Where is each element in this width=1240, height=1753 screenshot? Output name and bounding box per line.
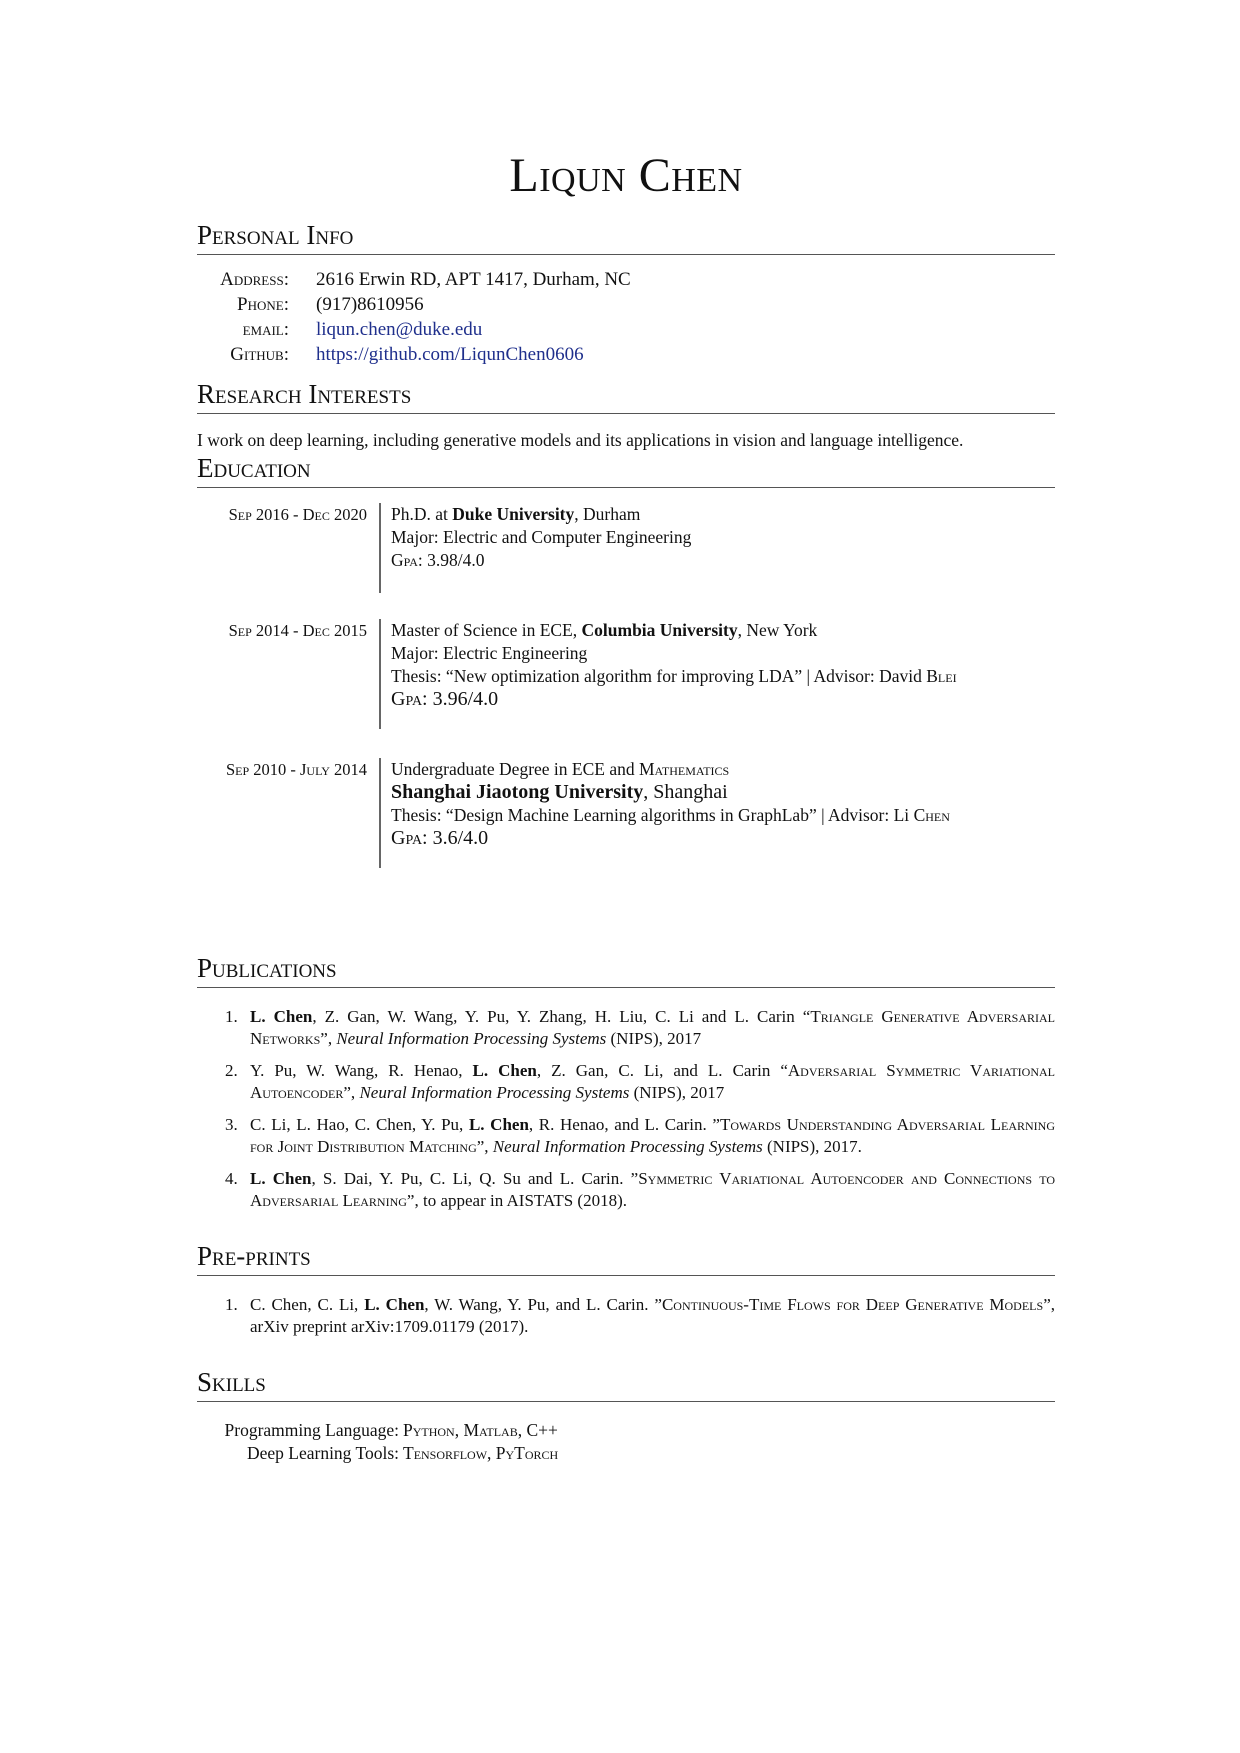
education-major: Major: Electric Engineering: [391, 643, 588, 663]
skill-value: Python, Matlab, C++: [403, 1420, 558, 1440]
education-divider: [379, 503, 381, 593]
skill-value: Tensorflow, PyTorch: [403, 1443, 559, 1463]
education-gpa: Gpa: 3.6/4.0: [391, 827, 489, 849]
github-link[interactable]: https://github.com/LiqunChen0606: [316, 344, 584, 365]
skill-label: Programming Language:: [224, 1420, 399, 1440]
github-label: Github:: [230, 344, 289, 365]
education-section: [197, 453, 1055, 849]
education-details: Ph.D. at Duke University, Durham Major: Electric and Computer Engineering Gpa: 3.98/4.0: [391, 503, 1051, 572]
email-label: email:: [242, 319, 289, 340]
publication-item: 4. L. Chen, S. Dai, Y. Pu, C. Li, Q. Su and L. Carin. ”Symmetric Variational Autoencoder and Connections to Adversarial Learning”, to appear in AISTATS (2018).: [225, 1169, 1055, 1210]
education-divider: [379, 619, 381, 729]
education-details: Master of Science in ECE, Columbia University, New York Major: Electric Engineering Thesis: “New optimization algorithm for improving LDA” | Advisor: David Blei Gpa: 3.96/4.0: [391, 619, 1051, 711]
publication-list: [197, 1006, 1055, 1212]
school-name: Shanghai Jiaotong University: [391, 781, 644, 803]
github-row: [197, 344, 1055, 369]
resume-name: Liqun Chen: [509, 149, 743, 202]
education-gpa: Gpa: 3.98/4.0: [391, 550, 485, 570]
preprint-item: 1. C. Chen, C. Li, L. Chen, W. Wang, Y. Pu, and L. Carin. ”Continuous-Time Flows for Deep Generative Models”, arXiv preprint arXiv:1709.01179 (2017).: [225, 1295, 1055, 1336]
skill-row: [197, 1443, 1055, 1466]
personal-info-section: [197, 220, 1055, 369]
skill-label: Deep Learning Tools:: [246, 1443, 399, 1463]
education-thesis: Thesis: “New optimization algorithm for improving LDA” | Advisor: David Blei: [391, 666, 957, 686]
publication-item: 3. C. Li, L. Hao, C. Chen, Y. Pu, L. Chen, R. Henao, and L. Carin. ”Towards Understanding Adversarial Learning for Joint Distribution Matching”, Neural Information Processing Systems (NIPS), 2017.: [225, 1115, 1055, 1156]
education-divider: [379, 758, 381, 868]
section-title-preprints: Pre-prints: [197, 1241, 1055, 1276]
publications-section: [197, 953, 1055, 1222]
email-row: [197, 319, 1055, 344]
skill-row: [197, 1420, 1055, 1443]
research-text: I work on deep learning, including generative models and its applications in vision and language intelligence.: [197, 430, 964, 450]
education-dates: Sep 2010 - July 2014: [225, 760, 367, 779]
publication-item: 1. L. Chen, Z. Gan, W. Wang, Y. Pu, Y. Zhang, H. Liu, C. Li and L. Carin “Triangle Generative Adversarial Networks”, Neural Information Processing Systems (NIPS), 2017: [225, 1007, 1055, 1048]
section-title-skills: Skills: [197, 1367, 1055, 1402]
school-name: Columbia University: [581, 620, 738, 640]
preprints-section: [197, 1241, 1055, 1348]
education-gpa: Gpa: 3.96/4.0: [391, 688, 499, 710]
education-details: Undergraduate Degree in ECE and Mathematics Shanghai Jiaotong University, Shanghai Thesis: “Design Machine Learning algorithms in GraphLab” | Advisor: Li Chen Gpa: 3.6/4.0: [391, 758, 1051, 850]
email-link[interactable]: liqun.chen@duke.edu: [316, 319, 483, 340]
section-title-personal-info: Personal Info: [197, 220, 1055, 255]
education-thesis: Thesis: “Design Machine Learning algorithms in GraphLab” | Advisor: Li Chen: [391, 805, 950, 825]
section-title-research: Research Interests: [197, 379, 1055, 414]
education-entry: [197, 758, 1055, 868]
section-title-publications: Publications: [197, 953, 1055, 988]
research-section: [197, 379, 1055, 451]
education-entry: [197, 503, 1055, 593]
phone-label: Phone:: [237, 294, 289, 315]
phone-value: (917)8610956: [316, 294, 424, 315]
publication-item: 2. Y. Pu, W. Wang, R. Henao, L. Chen, Z. Gan, C. Li, and L. Carin “Adversarial Symmetric Variational Autoencoder”, Neural Information Processing Systems (NIPS), 2017: [225, 1061, 1055, 1102]
phone-row: [197, 294, 1055, 319]
resume-page: [197, 0, 1055, 1753]
address-value: 2616 Erwin RD, APT 1417, Durham, NC: [316, 269, 631, 290]
education-dates: Sep 2014 - Dec 2015: [228, 621, 367, 640]
education-entry: [197, 619, 1055, 729]
address-row: [197, 269, 1055, 294]
school-name: Duke University: [452, 504, 575, 524]
education-dates: Sep 2016 - Dec 2020: [228, 505, 367, 524]
skills-section: [197, 1367, 1055, 1466]
preprint-list: [197, 1294, 1055, 1338]
education-major: Major: Electric and Computer Engineering: [391, 527, 692, 547]
section-title-education: Education: [197, 453, 1055, 488]
address-label: Address:: [220, 269, 289, 290]
